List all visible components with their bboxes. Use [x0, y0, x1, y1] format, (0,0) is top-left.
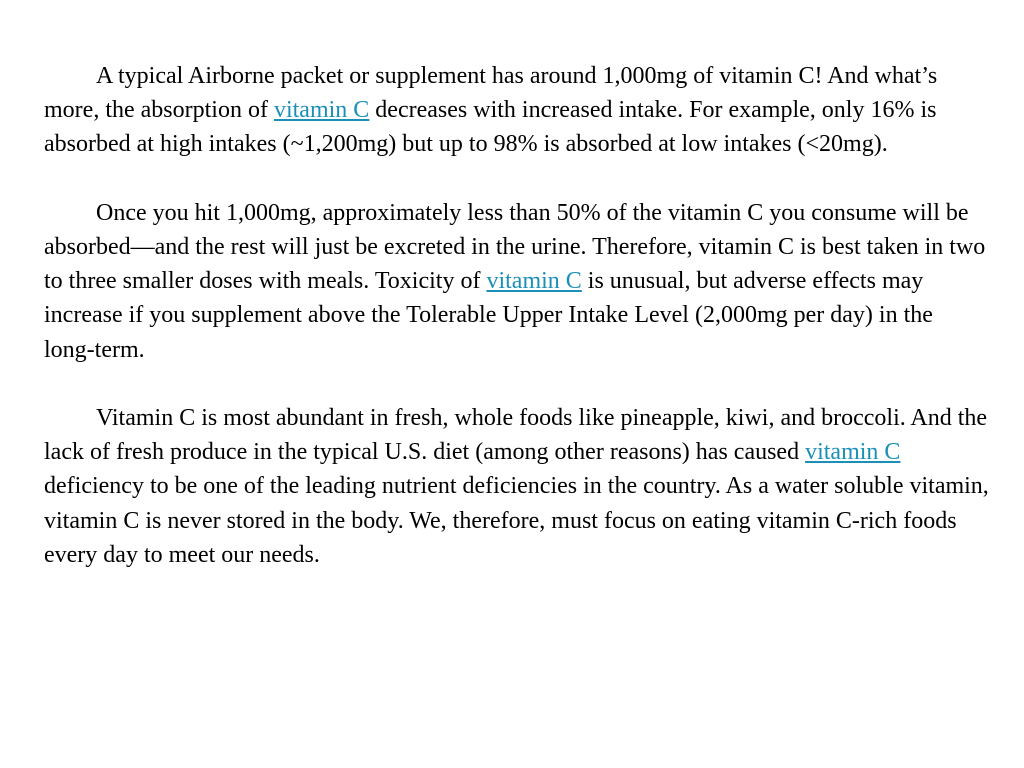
vitamin-c-link-3[interactable]: vitamin C: [805, 439, 901, 466]
paragraph-2-text-before-link: Once you hit 1,000mg, approximately less than 50% of the vitamin C you consume will be absorbed—and the rest will just be excreted in the urine. Therefore, vitamin C is best taken in two to three smaller doses with meals. Toxicity of: [44, 199, 986, 295]
paragraph-1: [44, 59, 989, 162]
paragraph-3-text-after-link: deficiency to be one of the leading nutrient deficiencies in the country. As a water soluble vitamin, vitamin C is never stored in the body. We, therefore, must focus on eating vitamin C-rich foods every day to meet our needs.: [44, 473, 989, 568]
paragraph-1-text-before-link: A typical Airborne packet or supplement has around 1,000mg of vitamin C! And what’s more, the absorption of: [44, 63, 938, 124]
paragraph-3-text-before-link: Vitamin C is most abundant in fresh, whole foods like pineapple, kiwi, and broccoli. And the lack of fresh produce in the typical U.S. diet (among other reasons) has caused: [44, 405, 988, 466]
paragraph-2-text-after-link: is unusual, but adverse effects may increase if you supplement above the Tolerable Upper Intake Level (2,000mg per day) in the long-term.: [44, 268, 933, 363]
vitamin-c-link-1[interactable]: vitamin C: [273, 97, 370, 124]
paragraph-1-text-after-link: decreases with increased intake. For example, only 16% is absorbed at high intakes (~1,200mg) but up to 98% is absorbed at low intakes (<20mg).: [44, 97, 937, 158]
vitamin-c-link-2[interactable]: vitamin C: [486, 268, 582, 295]
paragraph-2: [44, 196, 989, 367]
paragraph-3: [44, 401, 989, 572]
document-body: [44, 59, 989, 572]
